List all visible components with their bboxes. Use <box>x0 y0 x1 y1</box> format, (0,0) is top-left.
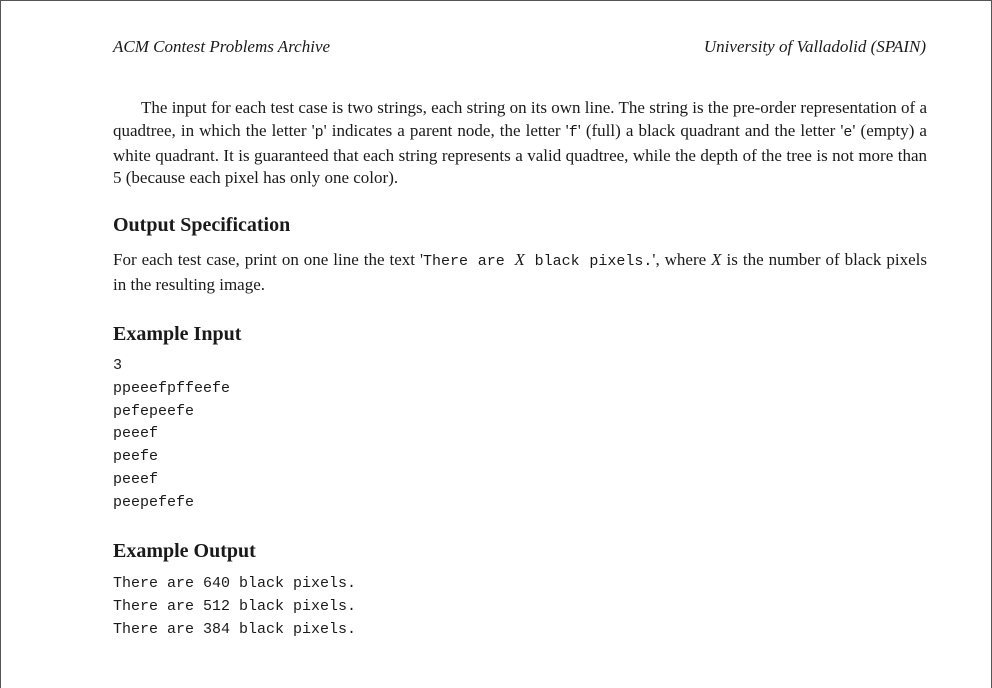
example-output-line: There are 384 black pixels. <box>113 620 357 638</box>
example-output-line: There are 640 black pixels. <box>113 575 357 593</box>
input-text-4: ' (empty) a white quadrant. It is guaranteed that each string represents a valid quadtree, while the depth of the tree is not more than 5 (because each pixel has only one color). <box>113 120 927 188</box>
example-input-line: pefepeefe <box>113 402 195 420</box>
example-input-line: peeef <box>113 425 159 443</box>
input-text-3: ' (full) a black quadrant and the letter ' <box>577 120 844 140</box>
code-p: p <box>314 123 324 141</box>
example-input-line: ppeeefpffeefe <box>113 380 231 398</box>
example-input-line: peepefefe <box>113 493 195 511</box>
output-var-1: X <box>514 249 525 269</box>
output-text-2: ', where <box>652 249 712 269</box>
example-input-line: peeef <box>113 470 159 488</box>
page-header <box>113 37 926 57</box>
output-code-1: There are <box>423 252 515 270</box>
header-right: University of Valladolid (SPAIN) <box>703 37 926 56</box>
input-paragraph <box>113 97 927 190</box>
example-input-heading: Example Input <box>113 322 242 345</box>
output-text-3: is the number of black pixels in the resulting image. <box>113 249 928 294</box>
code-f: f <box>568 123 578 141</box>
output-text-1: For each test case, print on one line the text ' <box>113 249 424 269</box>
output-var-2: X <box>711 249 722 269</box>
example-input-block <box>113 355 927 514</box>
output-code-2: black pixels. <box>524 252 653 270</box>
input-text-2: ' indicates a parent node, the letter ' <box>323 120 569 140</box>
page-content <box>113 97 927 641</box>
output-spec-heading: Output Specification <box>113 214 291 237</box>
example-input-line: peefe <box>113 448 159 466</box>
output-spec-paragraph <box>113 249 927 297</box>
code-e: e <box>843 123 853 141</box>
example-output-heading: Example Output <box>113 540 256 563</box>
header-left: ACM Contest Problems Archive <box>113 37 331 56</box>
input-text-1: The input for each test case is two strings, each string on its own line. The string is the pre-order representation of a quadtree, in which the letter ' <box>113 98 927 140</box>
example-output-line: There are 512 black pixels. <box>113 597 357 615</box>
example-output-block <box>113 573 927 641</box>
example-input-line: 3 <box>113 357 123 375</box>
